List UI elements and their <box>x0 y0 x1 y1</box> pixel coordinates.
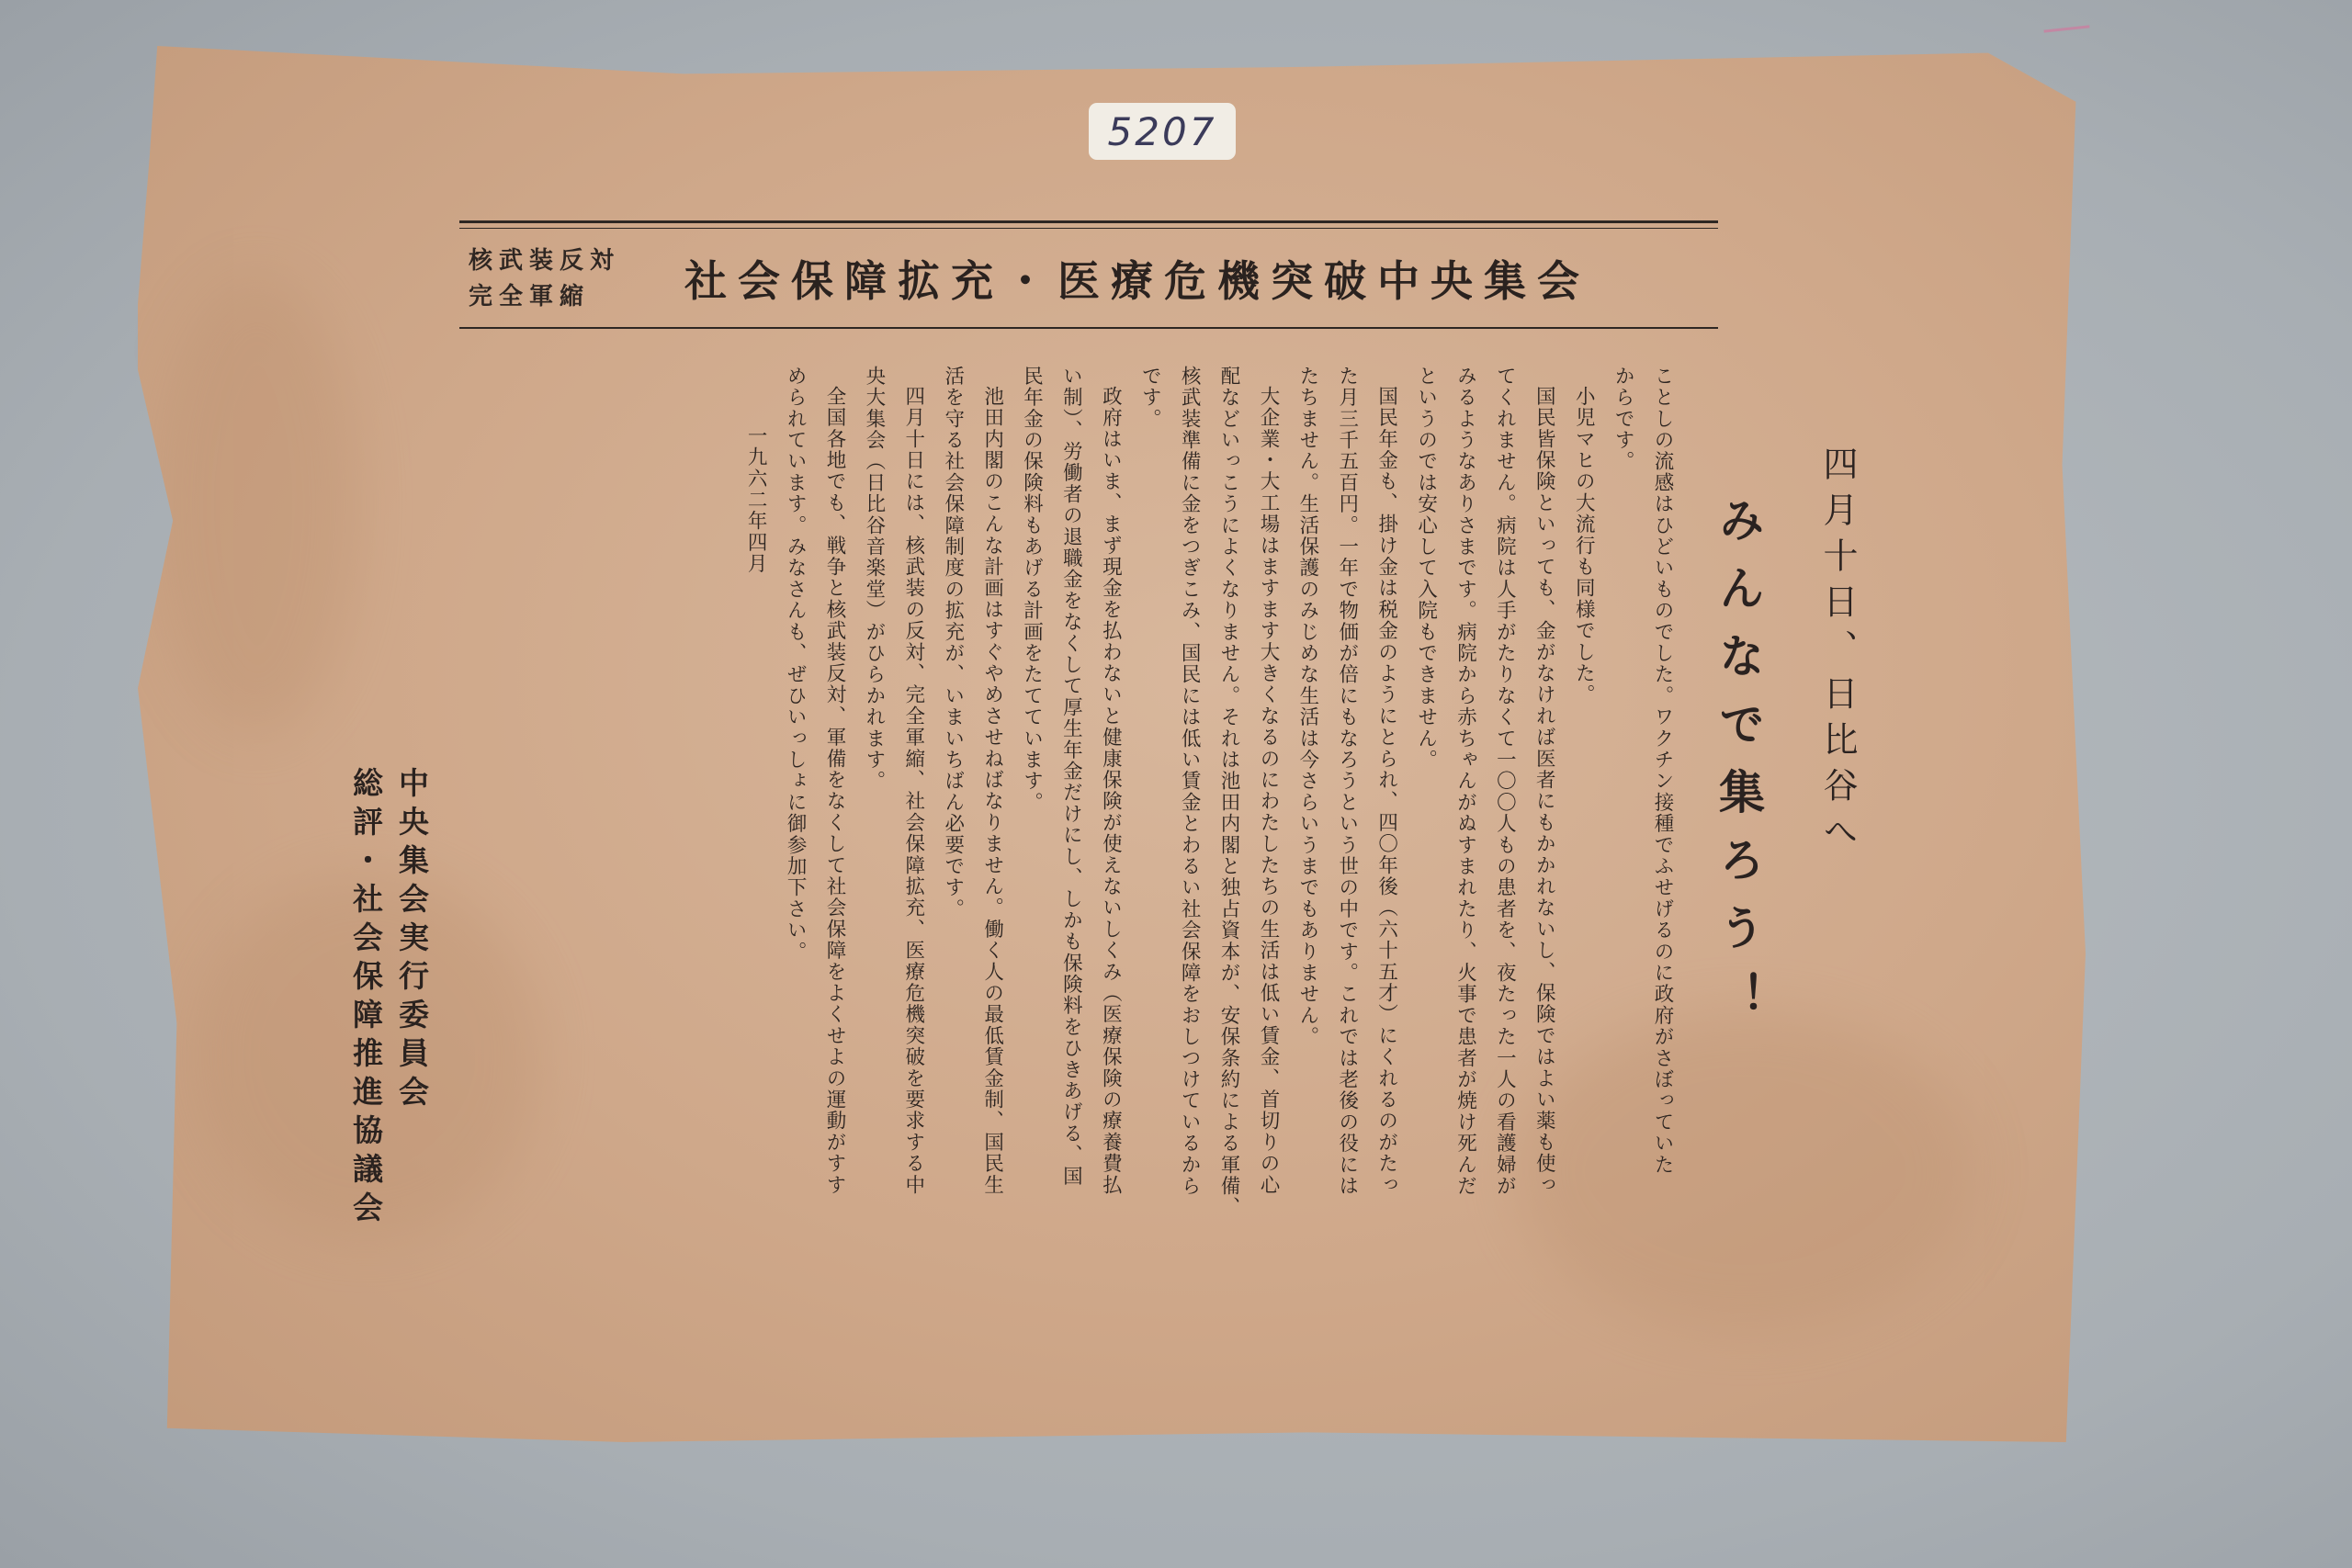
issue-date: 一九六二年四月 <box>744 424 768 574</box>
body-text <box>514 366 1681 1284</box>
archive-number-label: 5207 <box>1089 103 1236 160</box>
body-line: たちません。生活保護のみじめな生活は今さらいうまでもありません。 <box>1295 366 1319 1048</box>
body-line: からです。 <box>1611 366 1635 472</box>
body-line: 小児マヒの大流行も同様でした。 <box>1572 385 1596 705</box>
body-line: 池田内閣のこんな計画はすぐやめさせねばなりません。働く人の最低賃金制、国民生 <box>980 385 1004 1196</box>
body-line: 民年金の保険料もあげる計画をたてています。 <box>1020 366 1044 814</box>
body-line: 全国各地でも、戦争と核武装反対、軍備をなくして社会保障をよくせよの運動がすす <box>822 385 846 1196</box>
body-line: 央大集会（日比谷音楽堂）がひらかれます。 <box>862 366 886 792</box>
body-line: 四月十日には、核武装の反対、完全軍縮、社会保障拡充、医療危機突破を要求する中 <box>901 385 925 1196</box>
body-line: というのでは安心して入院もできません。 <box>1414 366 1438 771</box>
body-line: てくれません。病院は人手がたりなくて一〇〇人もの患者を、夜たった一人の看護婦が <box>1493 366 1517 1197</box>
body-line: い制）、労働者の退職金をなくして厚生年金だけにし、しかも保険料をひきあげる、国 <box>1059 366 1083 1188</box>
header-rule-top-thin <box>459 228 1718 229</box>
event-title: 社会保障拡充・医療危機突破中央集会 <box>684 256 1590 306</box>
body-line: ことしの流感はひどいものでした。ワクチン接種でふせげるのに政府がさぼっていた <box>1651 366 1674 1176</box>
slogan-line-2: 完全軍縮 <box>469 283 591 310</box>
body-line: 国民年金も、掛け金は税金のようにとられ、四〇年後（六十五才）にくれるのがたっ <box>1374 385 1398 1196</box>
organizer-council: 総評・社会保障推進協議会 <box>348 767 384 1230</box>
header-rule-bottom <box>459 327 1718 329</box>
body-line: 国民皆保険といっても、金がなければ医者にもかかれないし、保険ではよい薬も使っ <box>1532 385 1556 1196</box>
body-line: 政府はいま、まず現金を払わないと健康保険が使えないしくみ（医療保険の療養費払 <box>1099 385 1123 1196</box>
heading-call-to-action: みんなで集ろう！ <box>1712 496 1765 1040</box>
body-line: められています。みなさんも、ぜひいっしょに御参加下さい。 <box>784 366 808 963</box>
header-rule-top <box>459 220 1718 223</box>
body-line: 大企業・大工場はますます大きくなるのにわたしたちの生活は低い賃金、首切りの心 <box>1256 385 1280 1196</box>
heading-date-place: 四月十日、日比谷へ <box>1817 446 1858 859</box>
body-line: 核武装準備に金をつぎこみ、国民には低い賃金とわるい社会保障をおしつけているから <box>1178 366 1202 1197</box>
body-line: 活を守る社会保障制度の拡充が、いまいちばん必要です。 <box>941 366 965 920</box>
body-line: 配などいっこうによくなりません。それは池田内閣と独占資本が、安保条約による軍備、 <box>1217 366 1241 1218</box>
body-line: みるようなありさまです。病院から赤ちゃんがぬすまれたり、火事で患者が焼け死んだ <box>1453 366 1477 1197</box>
organizer-committee: 中央集会実行委員会 <box>394 767 430 1114</box>
slogan-line-1: 核武装反対 <box>469 247 621 275</box>
body-line: です。 <box>1138 366 1162 430</box>
paper-stain <box>156 276 358 735</box>
body-line: た月三千五百円。一年で物価が倍にもなろうという世の中です。これでは老後の役には <box>1335 366 1359 1197</box>
